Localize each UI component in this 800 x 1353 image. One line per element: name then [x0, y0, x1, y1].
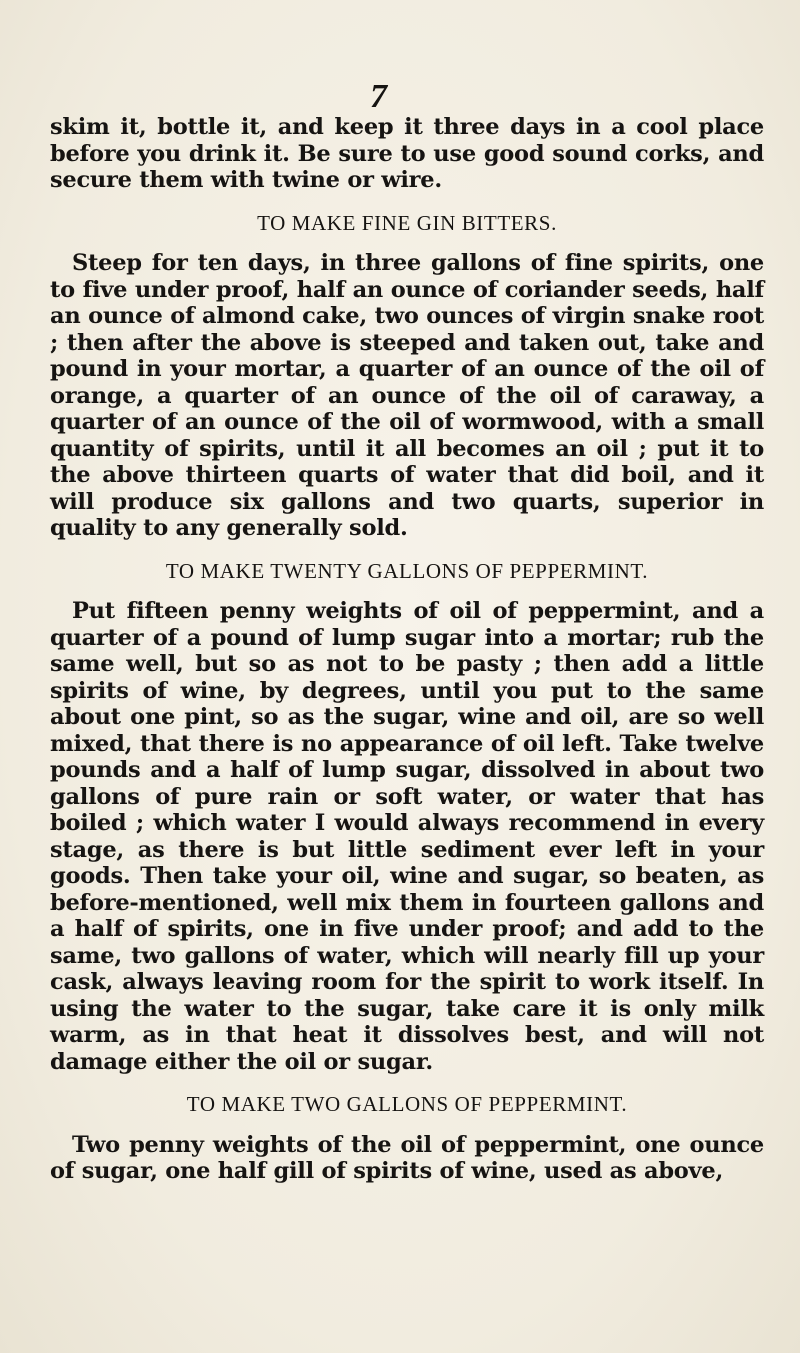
body-paragraph: Two penny weights of the oil of peppermint, one ounce of sugar, one half gill of spirits of wine, used as above, [50, 1131, 764, 1184]
page-body [50, 114, 764, 1185]
body-paragraph: Put fifteen penny weights of oil of peppermint, and a quarter of a pound of lump sugar into a mortar; rub the same well, but so as not to be pasty ; then add a little spirits of wine, by degrees, until you put to the same about one pint, so as the sugar, wine and oil, are so well mixed, that there is no appearance of oil left. Take twelve pounds and a half of lump sugar, dissolved in about two gallons of pure rain or soft water, or water that has boiled ; which water I would always recommend in every stage, as there is but little sediment ever left in your goods. Then take your oil, wine and sugar, so beaten, as before-mentioned, well mix them in fourteen gallons and a half of spirits, one in five under proof; and add to the same, two gallons of water, which will nearly fill up your cask, always leaving room for the spirit to work itself. In using the water to the sugar, take care it is only milk warm, as in that heat it dissolves best, and will not damage either the oil or sugar. [50, 598, 764, 1075]
section-heading: TO MAKE TWENTY GALLONS OF PEPPERMINT. [165, 558, 649, 583]
section-heading: TO MAKE FINE GIN BITTERS. [257, 210, 557, 235]
body-paragraph: skim it, bottle it, and keep it three days in a cool place before you drink it. Be sure to use good sound corks, and secure them with twine or wire. [50, 114, 764, 193]
body-paragraph: Steep for ten days, in three gallons of fine spirits, one to five under proof, half an ounce of coriander seeds, half an ounce of almond cake, two ounces of virgin snake root ; then after the above is steeped and taken out, take and pound in your mortar, a quarter of an ounce of the oil of orange, a quarter of an ounce of the oil of caraway, a quarter of an ounce of the oil of wormwood, with a small quantity of spirits, until it all becomes an oil ; put it to the above thirteen quarts of water that did boil, and it will produce six gallons and two quarts, superior in quality to any generally sold. [50, 250, 764, 541]
section-heading: TO MAKE TWO GALLONS OF PEPPERMINT. [186, 1092, 628, 1116]
page-number: 7 [370, 78, 387, 115]
